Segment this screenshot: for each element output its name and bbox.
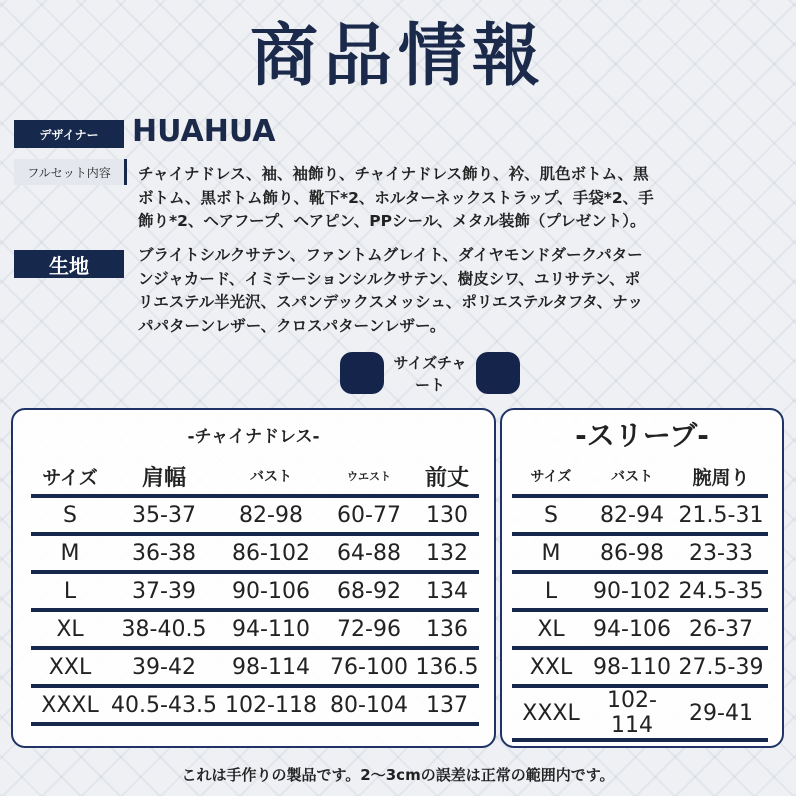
cell-shoulder: 39-42	[109, 648, 219, 686]
full-set-line: 飾り*2、ヘアフープ、ヘアピン、PPシール、メタル装飾（プレゼント）。	[138, 212, 646, 230]
cell-shoulder: 35-37	[109, 496, 219, 534]
cell-size: XXL	[512, 648, 590, 686]
cell-size: L	[31, 572, 109, 610]
table-row	[512, 648, 768, 686]
cell-bust: 90-106	[219, 572, 323, 610]
cell-size: XL	[31, 610, 109, 648]
fabric-label: 生地	[14, 250, 124, 278]
fabric-contents	[138, 244, 728, 338]
designer-name: HUAHUA	[132, 114, 276, 149]
table-row	[512, 496, 768, 534]
col-header-shoulder: 肩幅	[109, 458, 219, 496]
cell-waist: 76-100	[323, 648, 415, 686]
cell-waist: 60-77	[323, 496, 415, 534]
full-set-contents	[138, 163, 728, 234]
cell-size: XXXL	[31, 686, 109, 724]
cell-length: 137	[415, 686, 479, 724]
cell-length: 136	[415, 610, 479, 648]
cell-bust: 82-98	[219, 496, 323, 534]
sleeve-table-title: -スリーブ-	[575, 419, 709, 452]
cell-size: XXXL	[512, 686, 590, 740]
fabric-line: リエステル半光沢、スパンデックスメッシュ、ポリエステルタフタ、ナッ	[138, 293, 643, 311]
full-set-line: チャイナドレス、袖、袖飾り、チャイナドレス飾り、衿、肌色ボトム、黒	[138, 165, 649, 183]
cell-arm: 27.5-39	[674, 648, 768, 686]
cell-arm: 21.5-31	[674, 496, 768, 534]
table-row	[512, 572, 768, 610]
cell-bust: 94-106	[590, 610, 674, 648]
cell-size: M	[512, 534, 590, 572]
cell-arm: 29-41	[674, 686, 768, 740]
cell-size: L	[512, 572, 590, 610]
cell-waist: 64-88	[323, 534, 415, 572]
cell-shoulder: 36-38	[109, 534, 219, 572]
full-set-label: フルセット内容	[14, 159, 127, 185]
cell-bust: 90-102	[590, 572, 674, 610]
table-row	[512, 686, 768, 740]
cell-bust: 86-102	[219, 534, 323, 572]
col-header-length: 前丈	[415, 458, 479, 496]
size-chart-title	[376, 352, 484, 396]
cell-waist: 72-96	[323, 610, 415, 648]
fabric-line: ブライトシルクサテン、ファントムグレイト、ダイヤモンドダークパター	[138, 246, 643, 264]
size-chart-heading	[340, 352, 520, 394]
cell-arm: 24.5-35	[674, 572, 768, 610]
table-row	[512, 534, 768, 572]
cell-bust: 94-110	[219, 610, 323, 648]
table-row	[31, 648, 479, 686]
sleeve-size-panel	[500, 408, 784, 748]
cell-bust: 98-114	[219, 648, 323, 686]
size-chart-title-line: ート	[414, 376, 445, 394]
cell-shoulder: 38-40.5	[109, 610, 219, 648]
table-row	[31, 572, 479, 610]
table-row	[31, 610, 479, 648]
col-header-bust: バスト	[590, 458, 674, 496]
cell-length: 134	[415, 572, 479, 610]
cell-waist: 68-92	[323, 572, 415, 610]
cell-size: XL	[512, 610, 590, 648]
cell-bust: 86-98	[590, 534, 674, 572]
table-header-row	[512, 458, 768, 496]
col-header-waist: ウエスト	[323, 458, 415, 496]
cell-size: S	[31, 496, 109, 534]
fabric-line: パパターンレザー、クロスパターンレザー。	[138, 316, 446, 335]
fabric-line: ンジャカード、イミテーションシルクサテン、樹皮シワ、ユリサテン、ポ	[138, 269, 641, 288]
dress-table-title: -チャイナドレス-	[187, 427, 320, 447]
cell-arm: 23-33	[674, 534, 768, 572]
cell-size: M	[31, 534, 109, 572]
cell-length: 130	[415, 496, 479, 534]
cell-length: 132	[415, 534, 479, 572]
size-chart-title-line: サイズチャ	[393, 354, 467, 372]
dress-size-panel	[11, 408, 496, 748]
cell-arm: 26-37	[674, 610, 768, 648]
cell-length: 136.5	[415, 648, 479, 686]
col-header-bust: バスト	[219, 458, 323, 496]
table-header-row	[31, 458, 479, 496]
footer-note: これは手作りの製品です。2～3cmの誤差は正常の範囲内です。	[181, 766, 615, 784]
col-header-size: サイズ	[512, 458, 590, 496]
full-set-line: ボトム、黒ボトム飾り、靴下*2、ホルターネックストラップ、手袋*2、手	[138, 188, 654, 207]
cell-size: S	[512, 496, 590, 534]
cell-size: XXL	[31, 648, 109, 686]
cell-shoulder: 37-39	[109, 572, 219, 610]
cell-waist: 80-104	[323, 686, 415, 724]
dress-size-table	[31, 458, 479, 726]
cell-bust: 98-110	[590, 648, 674, 686]
page-title: 商品情報	[249, 17, 546, 96]
col-header-arm: 腕周り	[674, 458, 768, 496]
cell-bust: 102-118	[219, 686, 323, 724]
cell-shoulder: 40.5-43.5	[109, 686, 219, 724]
designer-label: デザイナー	[14, 120, 124, 148]
table-row	[31, 534, 479, 572]
table-row	[31, 496, 479, 534]
col-header-size: サイズ	[31, 458, 109, 496]
table-row	[512, 610, 768, 648]
table-row	[31, 686, 479, 724]
cell-bust: 102-114	[590, 686, 674, 740]
cell-bust: 82-94	[590, 496, 674, 534]
sleeve-size-table	[512, 458, 768, 742]
